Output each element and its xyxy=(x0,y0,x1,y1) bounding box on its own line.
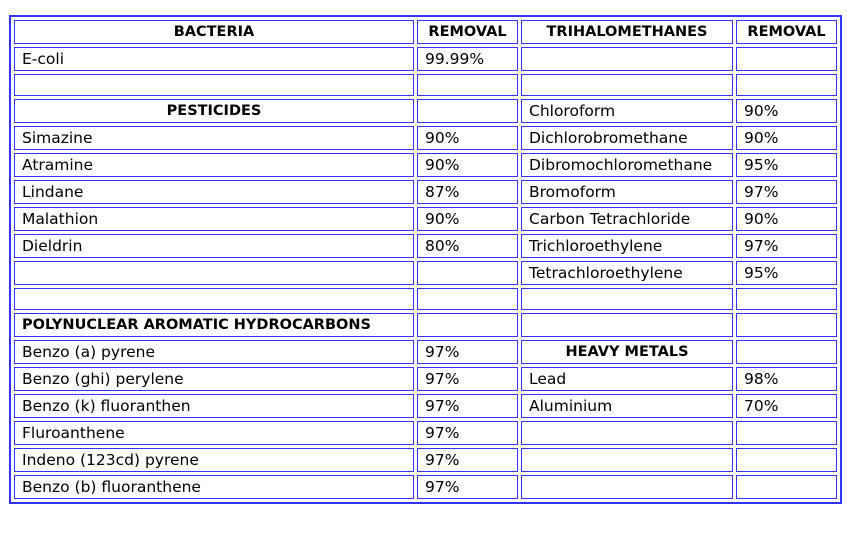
table-cell: 97% xyxy=(417,421,518,445)
table-header-row xyxy=(14,20,837,44)
table-cell xyxy=(417,99,518,123)
table-cell: Benzo (b) fluoranthene xyxy=(14,475,414,499)
table-cell: 90% xyxy=(417,126,518,150)
table-cell xyxy=(736,313,837,337)
table-row xyxy=(14,421,837,445)
table-cell: 90% xyxy=(417,153,518,177)
table-cell: Chloroform xyxy=(521,99,733,123)
table-cell: 97% xyxy=(417,340,518,364)
table-cell: Indeno (123cd) pyrene xyxy=(14,448,414,472)
table-row xyxy=(14,313,837,337)
table-cell: 80% xyxy=(417,234,518,258)
table-row xyxy=(14,180,837,204)
table-cell: Trichloroethylene xyxy=(521,234,733,258)
table-cell xyxy=(736,340,837,364)
section-header-polynuclear-aromatic-hydrocarbons: POLYNUCLEAR AROMATIC HYDROCARBONS xyxy=(14,313,414,337)
table-cell: 97% xyxy=(417,367,518,391)
header-removal-2: REMOVAL xyxy=(736,20,837,44)
table-row xyxy=(14,394,837,418)
table-cell: Bromoform xyxy=(521,180,733,204)
table-row xyxy=(14,448,837,472)
table-cell: Benzo (a) pyrene xyxy=(14,340,414,364)
table-cell: Atramine xyxy=(14,153,414,177)
table-row xyxy=(14,153,837,177)
table-cell xyxy=(521,448,733,472)
table-cell xyxy=(736,475,837,499)
table-cell: Benzo (k) fluoranthen xyxy=(14,394,414,418)
header-bacteria: BACTERIA xyxy=(14,20,414,44)
table-row xyxy=(14,74,837,96)
table-cell xyxy=(521,47,733,71)
removal-table xyxy=(9,15,842,504)
table-row xyxy=(14,367,837,391)
table-row xyxy=(14,475,837,499)
table-cell xyxy=(521,74,733,96)
table-cell: 99.99% xyxy=(417,47,518,71)
table-cell xyxy=(417,261,518,285)
table-cell: Benzo (ghi) perylene xyxy=(14,367,414,391)
table-cell xyxy=(521,313,733,337)
table-cell xyxy=(417,74,518,96)
table-cell: Carbon Tetrachloride xyxy=(521,207,733,231)
table-row xyxy=(14,207,837,231)
table-row xyxy=(14,47,837,71)
table-cell xyxy=(14,74,414,96)
table-cell: 87% xyxy=(417,180,518,204)
table-cell: Dieldrin xyxy=(14,234,414,258)
table-cell: Lead xyxy=(521,367,733,391)
table-cell xyxy=(14,288,414,310)
table-row xyxy=(14,288,837,310)
table-cell xyxy=(417,313,518,337)
table-cell xyxy=(417,288,518,310)
table-cell xyxy=(736,288,837,310)
section-header-pesticides: PESTICIDES xyxy=(14,99,414,123)
table-cell: 70% xyxy=(736,394,837,418)
table-cell: 97% xyxy=(417,448,518,472)
table-cell: 97% xyxy=(736,234,837,258)
table-cell: Dichlorobromethane xyxy=(521,126,733,150)
table-cell: 90% xyxy=(736,126,837,150)
table-cell: E-coli xyxy=(14,47,414,71)
table-row xyxy=(14,126,837,150)
table-cell: Dibromochloromethane xyxy=(521,153,733,177)
table-row xyxy=(14,99,837,123)
table-cell: 97% xyxy=(417,475,518,499)
table-cell xyxy=(736,47,837,71)
header-trihalomethanes: TRIHALOMETHANES xyxy=(521,20,733,44)
table-cell: 95% xyxy=(736,153,837,177)
table-cell: Simazine xyxy=(14,126,414,150)
table-cell: 97% xyxy=(736,180,837,204)
header-removal-1: REMOVAL xyxy=(417,20,518,44)
table-cell: Aluminium xyxy=(521,394,733,418)
table-cell: Tetrachloroethylene xyxy=(521,261,733,285)
table-cell xyxy=(736,421,837,445)
table-row xyxy=(14,261,837,285)
table-cell: Malathion xyxy=(14,207,414,231)
table-cell: Fluroanthene xyxy=(14,421,414,445)
table-row xyxy=(14,340,837,364)
removal-table-container xyxy=(9,15,842,504)
table-cell xyxy=(521,421,733,445)
table-cell: 90% xyxy=(736,207,837,231)
table-cell: 98% xyxy=(736,367,837,391)
table-cell xyxy=(14,261,414,285)
table-cell: 95% xyxy=(736,261,837,285)
table-cell: Lindane xyxy=(14,180,414,204)
table-cell xyxy=(521,288,733,310)
table-cell: 97% xyxy=(417,394,518,418)
table-cell xyxy=(521,475,733,499)
table-cell xyxy=(736,74,837,96)
table-cell: 90% xyxy=(417,207,518,231)
table-row xyxy=(14,234,837,258)
section-header-heavy-metals: HEAVY METALS xyxy=(521,340,733,364)
table-cell: 90% xyxy=(736,99,837,123)
table-cell xyxy=(736,448,837,472)
